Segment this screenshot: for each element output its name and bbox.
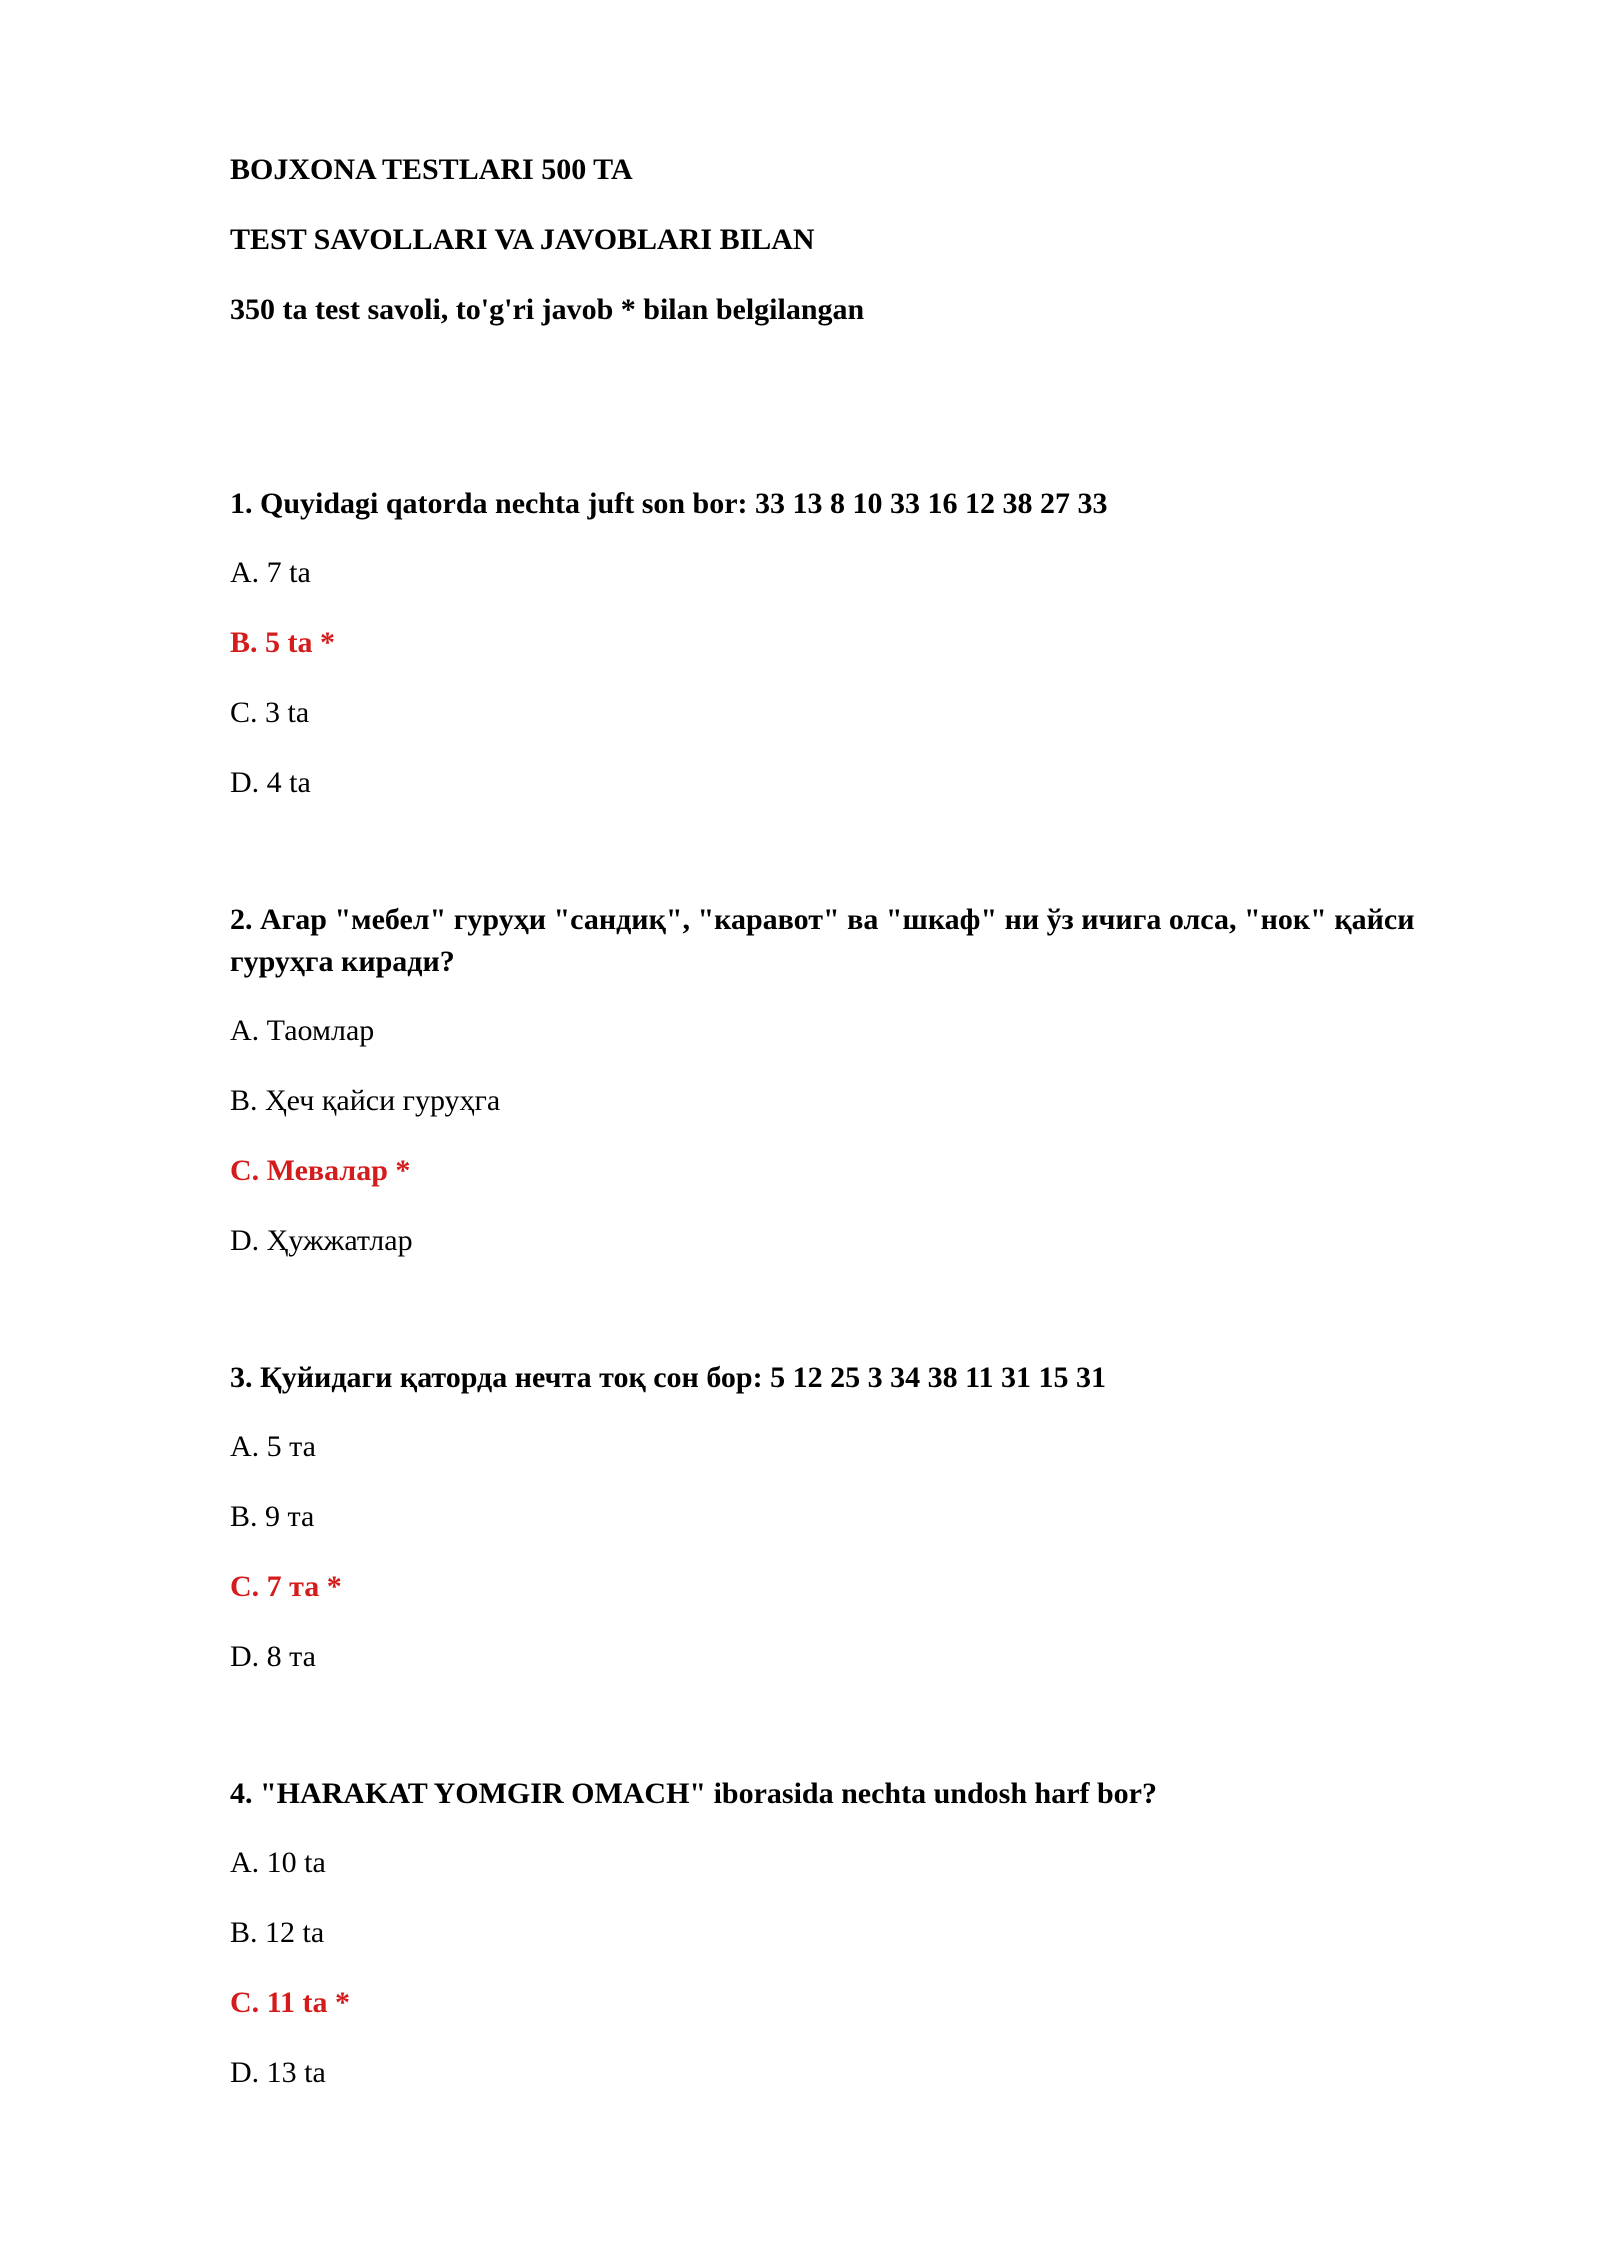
option-b: B. Ҳеч қайси гуруҳга xyxy=(230,1084,501,1117)
option-d: D. Ҳужжатлар xyxy=(230,1224,413,1257)
question-spacer xyxy=(230,833,1450,899)
document-note: 350 ta test savoli, to'g'ri javob * bilan belgilangan xyxy=(230,293,865,326)
option-c-correct: C. 7 та * xyxy=(230,1570,342,1603)
question-1 xyxy=(230,483,1450,803)
option-d: D. 4 ta xyxy=(230,766,311,799)
question-text: 2. Агар "мебел" гуруҳи "сандиқ", "каравот" ва "шкаф" ни ўз ичига олса, "нок" қайси гуруҳга киради? xyxy=(230,903,1415,978)
option-a: A. 10 ta xyxy=(230,1846,326,1879)
question-text: 3. Қуйидаги қаторда нечта тоқ сон бор: 5 12 25 3 34 38 11 31 15 31 xyxy=(230,1361,1106,1394)
question-3 xyxy=(230,1357,1450,1677)
option-b-correct: B. 5 ta * xyxy=(230,626,335,659)
document-subtitle: TEST SAVOLLARI VA JAVOBLARI BILAN xyxy=(230,223,815,256)
option-b: B. 9 та xyxy=(230,1500,315,1533)
question-text: 4. "HARAKAT YOMGIR OMACH" iborasida nechta undosh harf bor? xyxy=(230,1777,1157,1810)
document-title: BOJXONA TESTLARI 500 TA xyxy=(230,153,633,186)
option-c: C. 3 ta xyxy=(230,696,310,729)
option-a: A. 5 та xyxy=(230,1430,316,1463)
question-text: 1. Quyidagi qatorda nechta juft son bor: 33 13 8 10 33 16 12 38 27 33 xyxy=(230,487,1108,520)
question-4 xyxy=(230,1773,1450,2093)
option-a: A. Таомлар xyxy=(230,1014,375,1047)
option-d: D. 13 ta xyxy=(230,2056,326,2089)
option-d: D. 8 та xyxy=(230,1640,316,1673)
question-2 xyxy=(230,899,1450,1261)
option-a: A. 7 ta xyxy=(230,556,311,589)
question-spacer xyxy=(230,1707,1450,1773)
option-b: B. 12 ta xyxy=(230,1916,325,1949)
option-c-correct: C. Мевалар * xyxy=(230,1154,411,1187)
option-c-correct: C. 11 ta * xyxy=(230,1986,350,2019)
question-spacer xyxy=(230,1291,1450,1357)
